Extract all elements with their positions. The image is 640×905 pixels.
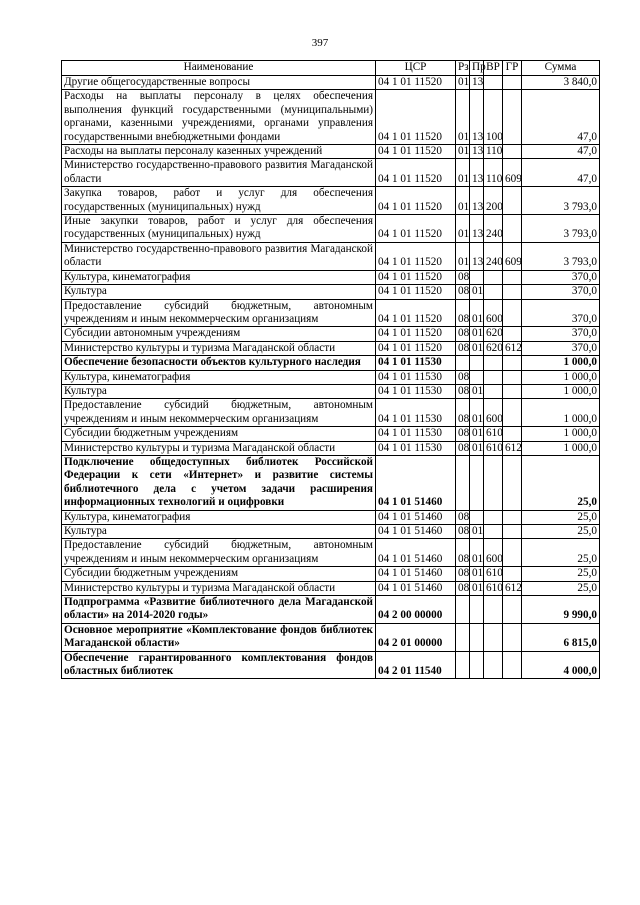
cell-sum: 3 793,0 — [522, 187, 600, 215]
cell-csr: 04 1 01 51460 — [376, 510, 456, 524]
cell-rz: 08 — [456, 270, 470, 284]
cell-sum: 1 000,0 — [522, 399, 600, 427]
table-row — [62, 187, 600, 215]
cell-csr: 04 1 01 11520 — [376, 285, 456, 299]
cell-gr — [503, 215, 522, 243]
cell-sum: 370,0 — [522, 327, 600, 341]
header-pr: Пр — [470, 61, 484, 76]
cell-name: Культура — [62, 384, 376, 398]
table-row — [62, 455, 600, 510]
cell-rz: 08 — [456, 567, 470, 581]
table-row — [62, 299, 600, 327]
cell-name: Субсидии автономным учреждениям — [62, 327, 376, 341]
cell-gr — [503, 651, 522, 679]
table-row — [62, 76, 600, 90]
cell-vr — [484, 525, 503, 539]
cell-vr — [484, 285, 503, 299]
cell-csr: 04 1 01 51460 — [376, 539, 456, 567]
table-header-row — [62, 61, 600, 76]
cell-csr: 04 1 01 11530 — [376, 356, 456, 370]
cell-csr: 04 2 01 00000 — [376, 623, 456, 651]
cell-gr — [503, 427, 522, 441]
cell-gr — [503, 370, 522, 384]
cell-gr — [503, 525, 522, 539]
cell-sum: 25,0 — [522, 567, 600, 581]
cell-name: Культура — [62, 525, 376, 539]
header-vr: ВР — [484, 61, 503, 76]
cell-csr: 04 1 01 11530 — [376, 441, 456, 455]
cell-name: Министерство государственно-правового развития Магаданской области — [62, 159, 376, 187]
cell-pr — [470, 651, 484, 679]
cell-sum: 25,0 — [522, 510, 600, 524]
cell-pr: 01 — [470, 581, 484, 595]
cell-csr: 04 1 01 11520 — [376, 299, 456, 327]
cell-sum: 25,0 — [522, 455, 600, 510]
cell-pr: 01 — [470, 441, 484, 455]
cell-name: Подключение общедоступных библиотек Российской Федерации к сети «Интернет» и развитие системы библиотечного дела с учетом задачи расширения информационных технологий и оцифровки — [62, 455, 376, 510]
cell-csr: 04 1 01 11520 — [376, 145, 456, 159]
cell-name: Культура, кинематография — [62, 370, 376, 384]
cell-csr: 04 1 01 11520 — [376, 159, 456, 187]
cell-name: Подпрограмма «Развитие библиотечного дела Магаданской области» на 2014-2020 годы» — [62, 596, 376, 624]
cell-pr — [470, 356, 484, 370]
cell-sum: 47,0 — [522, 90, 600, 145]
cell-pr: 13 — [470, 242, 484, 270]
cell-name: Другие общегосударственные вопросы — [62, 76, 376, 90]
cell-csr: 04 1 01 11530 — [376, 370, 456, 384]
cell-pr: 13 — [470, 159, 484, 187]
cell-gr — [503, 596, 522, 624]
cell-gr: 612 — [503, 441, 522, 455]
cell-sum: 4 000,0 — [522, 651, 600, 679]
cell-sum: 1 000,0 — [522, 384, 600, 398]
header-gr: ГР — [503, 61, 522, 76]
table-row — [62, 90, 600, 145]
cell-vr — [484, 370, 503, 384]
cell-gr — [503, 455, 522, 510]
cell-csr: 04 1 01 11530 — [376, 399, 456, 427]
header-csr: ЦСР — [376, 61, 456, 76]
cell-gr — [503, 187, 522, 215]
cell-csr: 04 1 01 11520 — [376, 215, 456, 243]
cell-gr — [503, 90, 522, 145]
cell-vr — [484, 596, 503, 624]
cell-pr: 01 — [470, 525, 484, 539]
table-row — [62, 159, 600, 187]
cell-pr — [470, 270, 484, 284]
cell-sum: 1 000,0 — [522, 356, 600, 370]
cell-pr: 01 — [470, 567, 484, 581]
cell-gr — [503, 76, 522, 90]
cell-vr: 610 — [484, 427, 503, 441]
cell-vr: 620 — [484, 327, 503, 341]
cell-vr: 600 — [484, 299, 503, 327]
cell-pr: 13 — [470, 145, 484, 159]
cell-sum: 3 840,0 — [522, 76, 600, 90]
cell-rz — [456, 455, 470, 510]
cell-vr: 200 — [484, 187, 503, 215]
cell-rz — [456, 651, 470, 679]
cell-rz — [456, 596, 470, 624]
cell-rz: 08 — [456, 539, 470, 567]
cell-gr: 612 — [503, 341, 522, 355]
cell-sum: 6 815,0 — [522, 623, 600, 651]
cell-vr: 620 — [484, 341, 503, 355]
cell-csr: 04 1 01 51460 — [376, 567, 456, 581]
cell-name: Министерство культуры и туризма Магаданской области — [62, 441, 376, 455]
cell-name: Расходы на выплаты персоналу в целях обеспечения выполнения функций государственными (муниципальными) органами, казенными учреждениями, органами управления государственными внебюджетными фондами — [62, 90, 376, 145]
cell-name: Культура, кинематография — [62, 510, 376, 524]
cell-sum: 1 000,0 — [522, 370, 600, 384]
cell-vr — [484, 455, 503, 510]
cell-rz: 08 — [456, 327, 470, 341]
cell-vr: 610 — [484, 581, 503, 595]
cell-vr: 100 — [484, 90, 503, 145]
cell-name: Министерство культуры и туризма Магаданской области — [62, 341, 376, 355]
cell-pr — [470, 455, 484, 510]
cell-sum: 370,0 — [522, 270, 600, 284]
cell-vr: 610 — [484, 567, 503, 581]
table-row — [62, 651, 600, 679]
cell-name: Закупка товаров, работ и услуг для обеспечения государственных (муниципальных) нужд — [62, 187, 376, 215]
header-rz: Рз — [456, 61, 470, 76]
cell-sum: 1 000,0 — [522, 427, 600, 441]
table-row — [62, 510, 600, 524]
cell-vr: 110 — [484, 159, 503, 187]
cell-sum: 25,0 — [522, 525, 600, 539]
cell-pr: 01 — [470, 399, 484, 427]
cell-rz: 01 — [456, 187, 470, 215]
cell-vr — [484, 651, 503, 679]
table-row — [62, 567, 600, 581]
cell-pr: 01 — [470, 285, 484, 299]
cell-vr — [484, 270, 503, 284]
cell-vr: 600 — [484, 539, 503, 567]
cell-name: Обеспечение гарантированного комплектования фондов областных библиотек — [62, 651, 376, 679]
cell-vr — [484, 76, 503, 90]
cell-pr: 01 — [470, 327, 484, 341]
cell-rz: 08 — [456, 581, 470, 595]
cell-pr — [470, 623, 484, 651]
table-row — [62, 525, 600, 539]
table-row — [62, 145, 600, 159]
cell-vr — [484, 356, 503, 370]
page-number: 397 — [311, 37, 329, 49]
cell-rz — [456, 623, 470, 651]
cell-sum: 25,0 — [522, 581, 600, 595]
table-row — [62, 441, 600, 455]
cell-vr — [484, 510, 503, 524]
cell-gr — [503, 510, 522, 524]
cell-pr: 01 — [470, 427, 484, 441]
cell-pr — [470, 596, 484, 624]
cell-vr — [484, 623, 503, 651]
cell-vr: 600 — [484, 399, 503, 427]
cell-gr — [503, 145, 522, 159]
table-row — [62, 596, 600, 624]
cell-csr: 04 1 01 51460 — [376, 525, 456, 539]
cell-sum: 1 000,0 — [522, 441, 600, 455]
budget-table — [61, 60, 600, 679]
cell-pr: 01 — [470, 384, 484, 398]
cell-csr: 04 1 01 11520 — [376, 242, 456, 270]
cell-pr — [470, 370, 484, 384]
cell-csr: 04 1 01 11520 — [376, 270, 456, 284]
table-row — [62, 285, 600, 299]
cell-rz: 08 — [456, 441, 470, 455]
cell-gr — [503, 327, 522, 341]
cell-vr: 110 — [484, 145, 503, 159]
cell-sum: 370,0 — [522, 341, 600, 355]
cell-name: Расходы на выплаты персоналу казенных учреждений — [62, 145, 376, 159]
cell-rz: 01 — [456, 145, 470, 159]
cell-gr — [503, 299, 522, 327]
cell-name: Министерство государственно-правового развития Магаданской области — [62, 242, 376, 270]
cell-name: Министерство культуры и туризма Магаданской области — [62, 581, 376, 595]
cell-rz: 08 — [456, 399, 470, 427]
table-row — [62, 384, 600, 398]
cell-name: Основное мероприятие «Комплектование фондов библиотек Магаданской области» — [62, 623, 376, 651]
table-row — [62, 270, 600, 284]
cell-pr: 01 — [470, 341, 484, 355]
cell-pr: 13 — [470, 187, 484, 215]
cell-rz: 08 — [456, 525, 470, 539]
cell-name: Субсидии бюджетным учреждениям — [62, 427, 376, 441]
cell-csr: 04 1 01 11520 — [376, 341, 456, 355]
cell-sum: 3 793,0 — [522, 215, 600, 243]
cell-rz: 01 — [456, 90, 470, 145]
table-row — [62, 327, 600, 341]
cell-rz: 08 — [456, 299, 470, 327]
cell-gr — [503, 285, 522, 299]
cell-sum: 3 793,0 — [522, 242, 600, 270]
table-row — [62, 399, 600, 427]
cell-csr: 04 1 01 11520 — [376, 76, 456, 90]
cell-csr: 04 1 01 51460 — [376, 581, 456, 595]
cell-rz: 08 — [456, 510, 470, 524]
cell-gr — [503, 356, 522, 370]
cell-name: Предоставление субсидий бюджетным, автономным учреждениям и иным некоммерческим организациям — [62, 539, 376, 567]
cell-name: Обеспечение безопасности объектов культурного наследия — [62, 356, 376, 370]
cell-name: Культура, кинематография — [62, 270, 376, 284]
cell-name: Иные закупки товаров, работ и услуг для обеспечения государственных (муниципальных) нужд — [62, 215, 376, 243]
cell-sum: 25,0 — [522, 539, 600, 567]
cell-rz: 01 — [456, 242, 470, 270]
cell-name: Субсидии бюджетным учреждениям — [62, 567, 376, 581]
cell-rz: 01 — [456, 215, 470, 243]
cell-gr: 609 — [503, 159, 522, 187]
cell-gr: 609 — [503, 242, 522, 270]
table-row — [62, 581, 600, 595]
cell-pr: 13 — [470, 215, 484, 243]
cell-name: Предоставление субсидий бюджетным, автономным учреждениям и иным некоммерческим организациям — [62, 399, 376, 427]
table-row — [62, 242, 600, 270]
cell-gr — [503, 384, 522, 398]
table-row — [62, 215, 600, 243]
cell-gr — [503, 399, 522, 427]
cell-pr: 13 — [470, 90, 484, 145]
header-sum: Сумма — [522, 61, 600, 76]
table-row — [62, 356, 600, 370]
cell-csr: 04 1 01 11520 — [376, 90, 456, 145]
cell-gr — [503, 539, 522, 567]
table-row — [62, 341, 600, 355]
cell-gr — [503, 623, 522, 651]
table-row — [62, 623, 600, 651]
cell-vr: 610 — [484, 441, 503, 455]
cell-sum: 47,0 — [522, 159, 600, 187]
table-row — [62, 427, 600, 441]
cell-pr: 01 — [470, 299, 484, 327]
cell-csr: 04 1 01 11530 — [376, 384, 456, 398]
table-body — [62, 76, 600, 679]
cell-sum: 47,0 — [522, 145, 600, 159]
table-row — [62, 539, 600, 567]
cell-sum: 370,0 — [522, 299, 600, 327]
cell-vr — [484, 384, 503, 398]
cell-vr: 240 — [484, 215, 503, 243]
cell-csr: 04 1 01 11520 — [376, 187, 456, 215]
cell-pr: 01 — [470, 539, 484, 567]
cell-pr: 13 — [470, 76, 484, 90]
cell-gr: 612 — [503, 581, 522, 595]
cell-sum: 9 990,0 — [522, 596, 600, 624]
cell-gr — [503, 270, 522, 284]
cell-csr: 04 1 01 11530 — [376, 427, 456, 441]
cell-rz: 08 — [456, 285, 470, 299]
table-row — [62, 370, 600, 384]
cell-rz: 08 — [456, 427, 470, 441]
cell-gr — [503, 567, 522, 581]
cell-rz — [456, 356, 470, 370]
cell-csr: 04 1 01 11520 — [376, 327, 456, 341]
cell-pr — [470, 510, 484, 524]
cell-rz: 08 — [456, 370, 470, 384]
cell-sum: 370,0 — [522, 285, 600, 299]
cell-rz: 01 — [456, 76, 470, 90]
cell-rz: 08 — [456, 384, 470, 398]
cell-vr: 240 — [484, 242, 503, 270]
header-name: Наименование — [62, 61, 376, 76]
cell-name: Культура — [62, 285, 376, 299]
cell-csr: 04 1 01 51460 — [376, 455, 456, 510]
cell-rz: 08 — [456, 341, 470, 355]
cell-csr: 04 2 00 00000 — [376, 596, 456, 624]
cell-csr: 04 2 01 11540 — [376, 651, 456, 679]
cell-rz: 01 — [456, 159, 470, 187]
cell-name: Предоставление субсидий бюджетным, автономным учреждениям и иным некоммерческим организациям — [62, 299, 376, 327]
